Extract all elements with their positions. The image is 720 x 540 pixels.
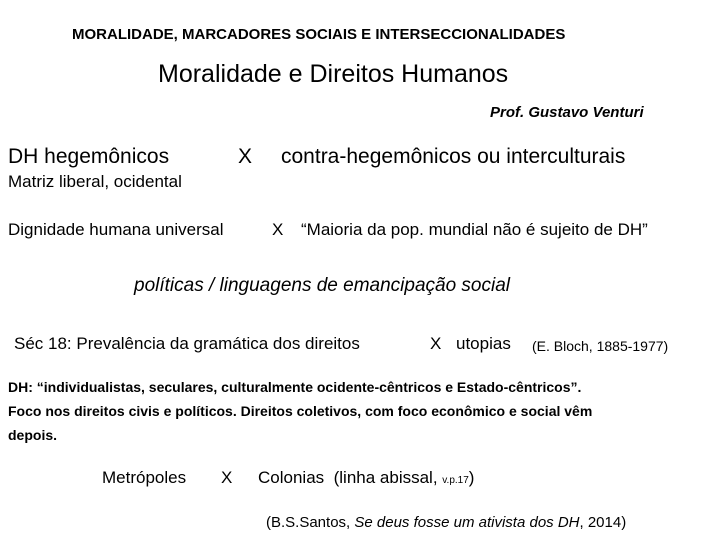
row5-separator: X [221, 468, 233, 487]
topline: MORALIDADE, MARCADORES SOCIAIS E INTERSECCIONALIDADES [72, 26, 566, 43]
citation-close: , 2014) [579, 514, 627, 531]
row1-sub: Matriz liberal, ocidental [8, 172, 182, 191]
page-title: Moralidade e Direitos Humanos [158, 60, 509, 88]
row1-left: DH hegemônicos [8, 145, 170, 168]
row4-ref: (E. Bloch, 1885-1977) [532, 338, 669, 354]
row4-separator: X [430, 334, 442, 353]
row5-paren-close: ) [468, 468, 475, 487]
row2-separator: X [272, 220, 284, 239]
row5-page: v.p.17 [442, 475, 469, 486]
row2-left: Dignidade humana universal [8, 220, 224, 239]
row5-left: Metrópoles [102, 468, 187, 487]
row5-right: Colonias [258, 468, 325, 487]
citation [266, 514, 626, 531]
citation-book: Se deus fosse um ativista dos DH [354, 514, 580, 531]
row1-right: contra-hegemônicos ou interculturais [281, 145, 626, 168]
citation-open: (B.S.Santos, [266, 514, 351, 531]
paragraph-line2: Foco nos direitos civis e políticos. Direitos coletivos, com foco econômico e social vêm [8, 403, 593, 419]
row2-right: “Maioria da pop. mundial não é sujeito de DH” [301, 220, 648, 239]
row5-paren-open: (linha abissal, [333, 468, 438, 487]
paragraph-line1: DH: “individualistas, seculares, culturalmente ocidente-cêntricos e Estado-cêntricos”. [8, 379, 582, 395]
author: Prof. Gustavo Venturi [490, 104, 644, 121]
paragraph-line3: depois. [8, 427, 58, 443]
row3-text: políticas / linguagens de emancipação social [134, 275, 511, 296]
row1-separator: X [238, 145, 253, 168]
row4-right: utopias [456, 334, 511, 353]
row5-note [258, 468, 474, 488]
row4-left: Séc 18: Prevalência da gramática dos direitos [14, 334, 360, 353]
